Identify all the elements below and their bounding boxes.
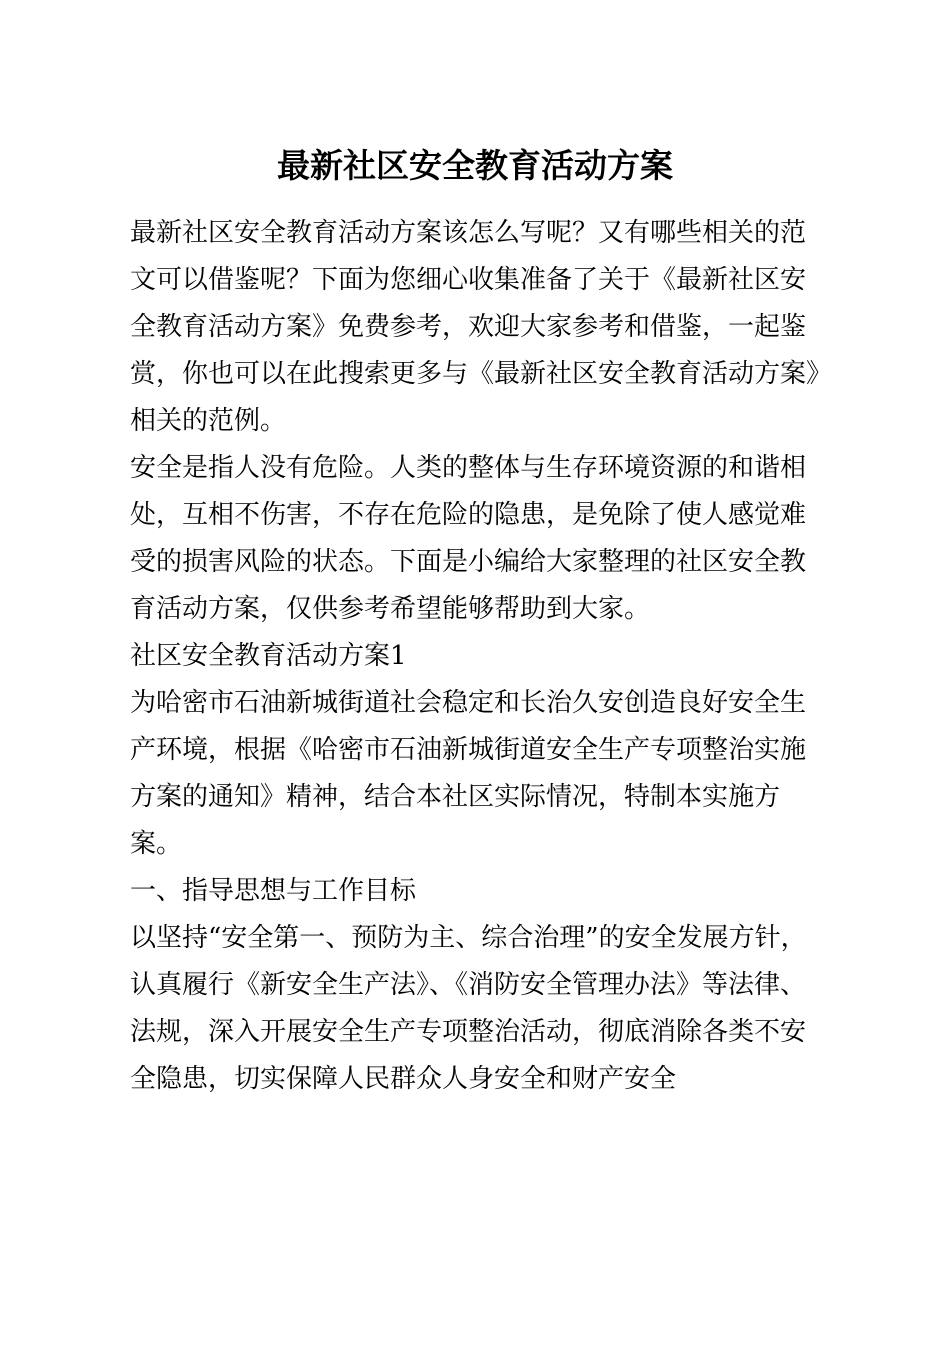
document-body: [130, 210, 830, 1103]
paragraph-intro: 最新社区安全教育活动方案该怎么写呢？又有哪些相关的范文可以借鉴呢？下面为您细心收集准备了关于《最新社区安全教育活动方案》免费参考，欢迎大家参考和借鉴，一起鉴赏，你也可以在此搜索更多与《最新社区安全教育活动方案》相关的范例。: [130, 218, 820, 436]
paragraph-safety-definition: 安全是指人没有危险。人类的整体与生存环境资源的和谐相处，互相不伤害，不存在危险的隐患，是免除了使人感觉难受的损害风险的状态。下面是小编给大家整理的社区安全教育活动方案，仅供参考希望能够帮助到大家。: [130, 453, 807, 624]
paragraph-guiding-ideology: 以坚持“安全第一、预防为主、综合治理”的安全发展方针，认真履行《新安全生产法》、《消防安全管理办法》等法律、法规，深入开展安全生产专项整治活动，彻底消除各类不安全隐患，切实保障人民群众人身安全和财产安全: [130, 923, 807, 1094]
document-title: 最新社区安全教育活动方案: [277, 146, 673, 185]
section-heading-guiding-ideology: 一、指导思想与工作目标: [130, 876, 417, 906]
paragraph-plan-purpose: 为哈密市石油新城街道社会稳定和长治久安创造良好安全生产环境，根据《哈密市石油新城街道安全生产专项整治实施方案的通知》精神，结合本社区实际情况，特制本实施方案。: [130, 688, 807, 859]
section-heading-plan-1: 社区安全教育活动方案1: [130, 641, 407, 671]
